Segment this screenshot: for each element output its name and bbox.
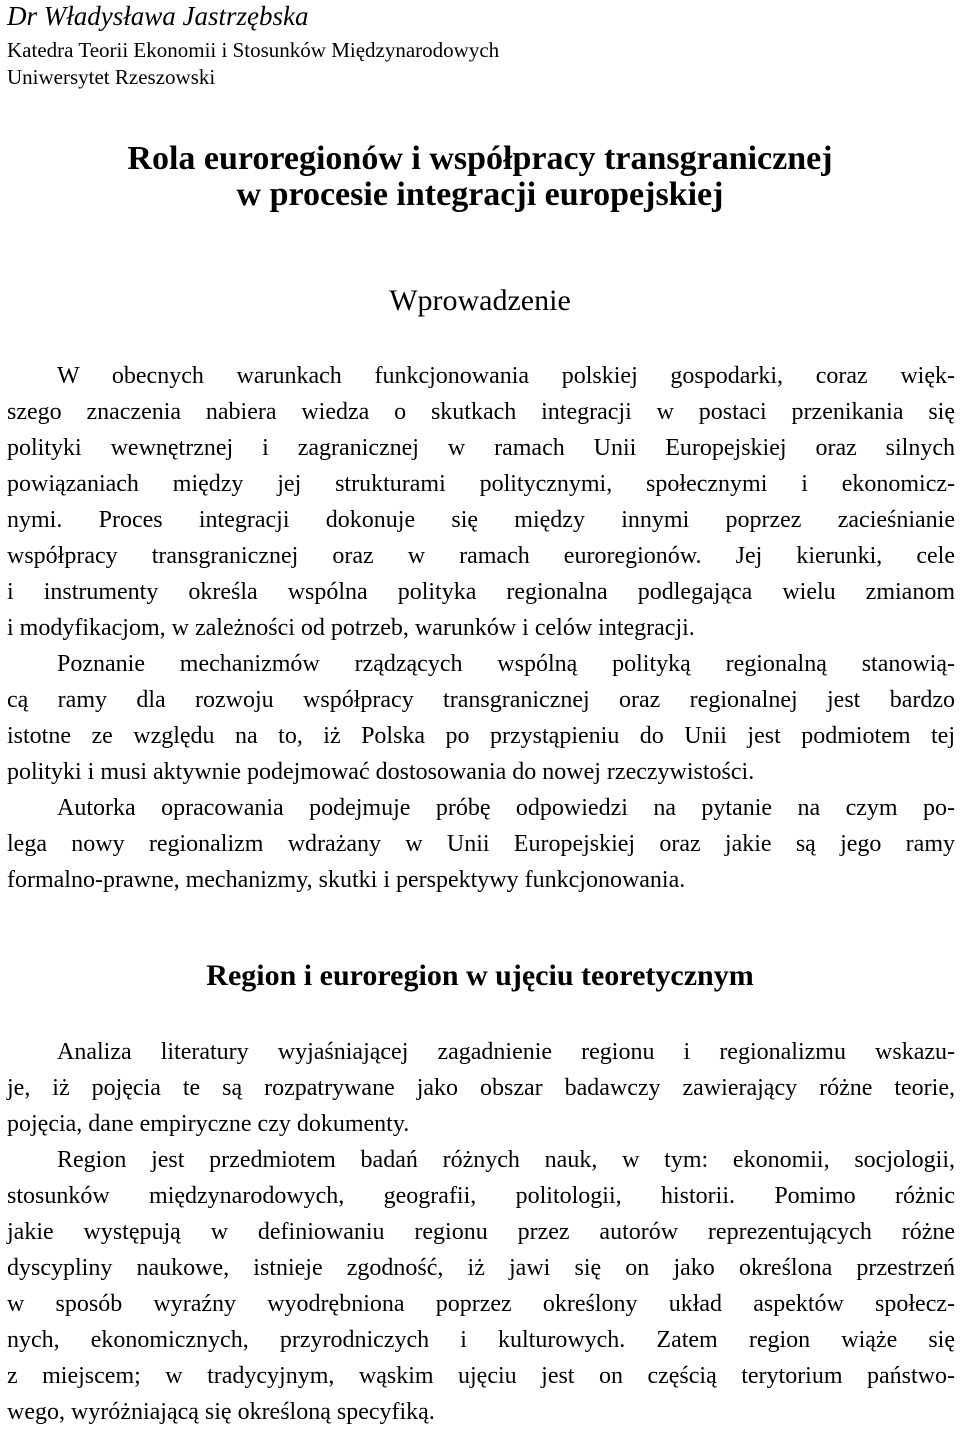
section-heading-region: Region i euroregion w ujęciu teoretycznym — [206, 959, 754, 992]
paper-title-line-1: Rola euroregionów i współpracy transgranicznej — [127, 140, 833, 177]
introduction-body — [7, 358, 955, 898]
body-line: dyscypliny naukowe, istnieje zgodność, iż jawi się on jako określona przestrzeń — [7, 1255, 955, 1281]
body-line: powiązaniach między jej strukturami politycznymi, społecznymi i ekonomicz- — [7, 471, 955, 497]
body-line: polityki i musi aktywnie podejmować dostosowania do nowej rzeczywistości. — [7, 759, 755, 785]
body-line: współpracy transgranicznej oraz w ramach euroregionów. Jej kierunki, cele — [7, 543, 955, 569]
body-line: w sposób wyraźny wyodrębniona poprzez określony układ aspektów społecz- — [7, 1291, 955, 1317]
body-line: formalno-prawne, mechanizmy, skutki i perspektywy funkcjonowania. — [7, 867, 686, 893]
body-line: i modyfikacjom, w zależności od potrzeb, warunków i celów integracji. — [7, 615, 695, 641]
paper-title-line-2: w procesie integracji europejskiej — [236, 176, 724, 213]
body-line: Poznanie mechanizmów rządzących wspólną polityką regionalną stanowią- — [57, 651, 955, 677]
body-line: istotne ze względu na to, iż Polska po przystąpieniu do Unii jest podmiotem tej — [7, 723, 955, 749]
body-line: lega nowy regionalizm wdrażany w Unii Europejskiej oraz jakie są jego ramy — [7, 831, 955, 857]
body-line: jakie występują w definiowaniu regionu przez autorów reprezentujących różne — [7, 1219, 955, 1245]
body-line: z miejscem; w tradycyjnym, wąskim ujęciu jest on częścią terytorium państwo- — [7, 1363, 955, 1389]
body-line: nych, ekonomicznych, przyrodniczych i kulturowych. Zatem region wiąże się — [7, 1327, 955, 1353]
body-line: i instrumenty określa wspólna polityka regionalna podlegająca wielu zmianom — [7, 579, 955, 605]
body-line: wego, wyróżniającą się określoną specyfiką. — [7, 1399, 435, 1425]
body-line: stosunków międzynarodowych, geografii, politologii, historii. Pomimo różnic — [7, 1183, 955, 1209]
body-line: pojęcia, dane empiryczne czy dokumenty. — [7, 1111, 410, 1137]
region-section-body — [7, 1034, 955, 1430]
affiliation-department: Katedra Teorii Ekonomii i Stosunków Międzynarodowych — [7, 38, 500, 62]
body-line: je, iż pojęcia te są rozpatrywane jako obszar badawczy zawierający różne teorie, — [7, 1075, 955, 1101]
affiliation-university: Uniwersytet Rzeszowski — [7, 65, 216, 89]
author-name: Dr Władysława Jastrzębska — [7, 1, 309, 31]
body-line: Region jest przedmiotem badań różnych nauk, w tym: ekonomii, socjologii, — [57, 1147, 955, 1173]
body-line: szego znaczenia nabiera wiedza o skutkach integracji w postaci przenikania się — [7, 399, 955, 425]
body-line: cą ramy dla rozwoju współpracy transgranicznej oraz regionalnej jest bardzo — [7, 687, 955, 713]
body-line: polityki wewnętrznej i zagranicznej w ramach Unii Europejskiej oraz silnych — [7, 435, 955, 461]
section-heading-introduction: Wprowadzenie — [389, 284, 571, 317]
body-line: W obecnych warunkach funkcjonowania polskiej gospodarki, coraz więk- — [57, 363, 955, 389]
body-line: Autorka opracowania podejmuje próbę odpowiedzi na pytanie na czym po- — [57, 795, 955, 821]
body-line: Analiza literatury wyjaśniającej zagadnienie regionu i regionalizmu wskazu- — [57, 1039, 955, 1065]
body-line: nymi. Proces integracji dokonuje się między innymi poprzez zacieśnianie — [7, 507, 955, 533]
